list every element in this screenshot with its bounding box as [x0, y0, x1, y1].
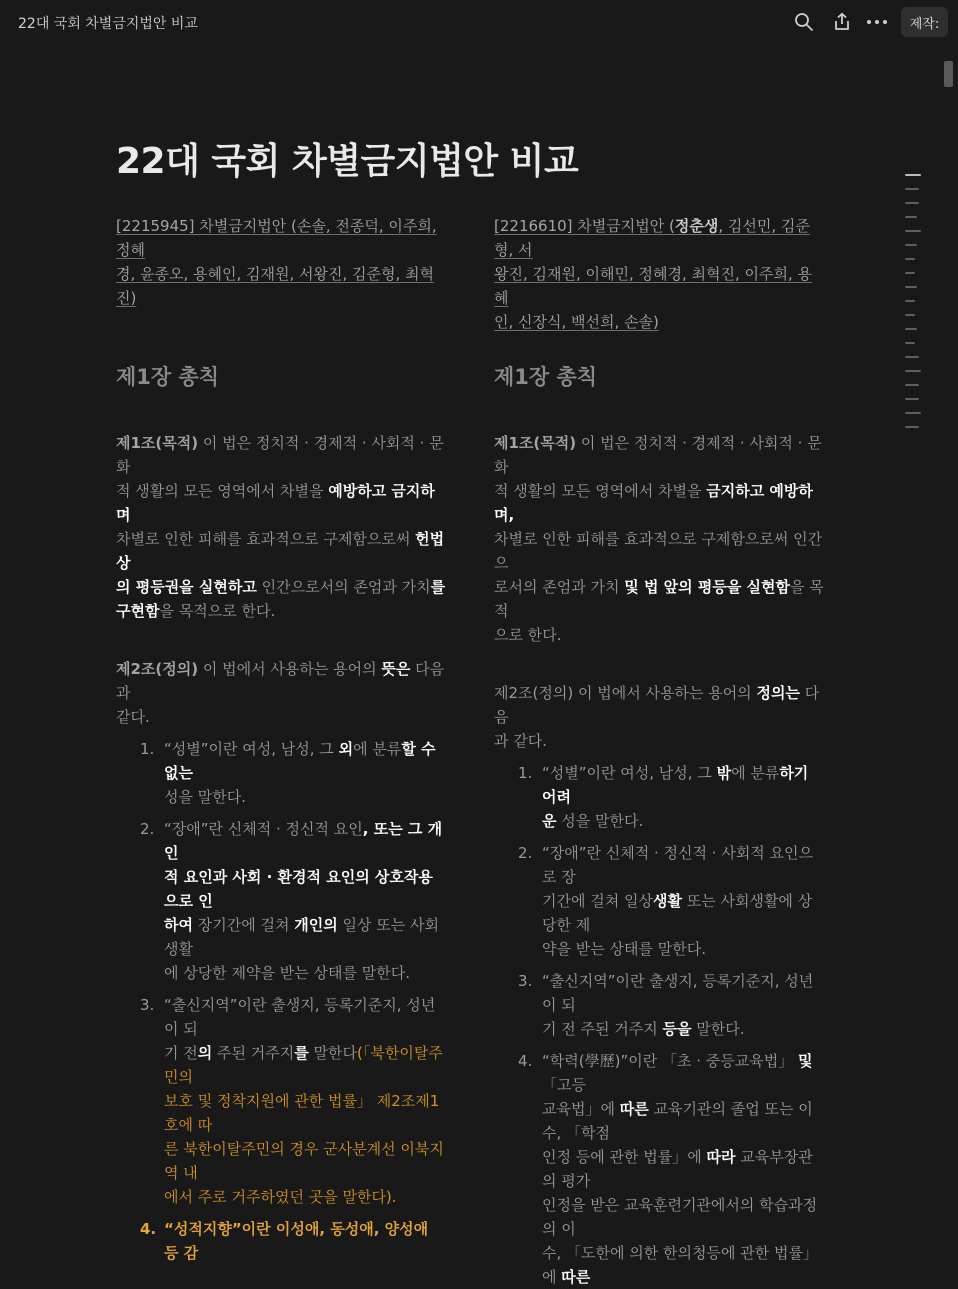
article-2: 제2조(정의) 이 법에서 사용하는 용어의 정의는 다음 과 같다.: [494, 684, 820, 750]
toc-line[interactable]: [905, 300, 915, 302]
list-item: 3. “출신지역”이란 출생지, 등록기준지, 성년이 되 기 전 주된 거주지 등을 말한다.: [518, 972, 814, 1038]
definition-list: [494, 761, 824, 1289]
chapter-heading: 제1장 총칙: [116, 365, 220, 389]
toc-line[interactable]: [905, 272, 915, 274]
more-icon[interactable]: [865, 10, 889, 34]
right-bill-column: [494, 214, 824, 1289]
toc-line[interactable]: [905, 230, 921, 232]
toc-line[interactable]: [905, 174, 921, 176]
article-1: 제1조(목적) 이 법은 정치적 · 경제적 · 사회적 · 문화 적 생활의 모든 영역에서 차별을 금지하고 예방하며, 차별로 인한 피해를 효과적으로 구제함으로써 인간으 로서의 존엄과 가치 및 법 앞의 평등을 실현함을 목적 으로 한다.: [494, 434, 824, 644]
toc-line[interactable]: [905, 370, 921, 372]
toc-line[interactable]: [905, 188, 919, 190]
bill-link[interactable]: [2215945] 차별금지법안 (손솔, 전종덕, 이주희, 정혜 경, 윤종오, 용혜인, 김재원, 서왕진, 김준형, 최혁진): [116, 217, 437, 307]
bill-link[interactable]: [2216610] 차별금지법안 (정춘생, 김선민, 김준형, 서 왕진, 김재원, 이해민, 정혜경, 최혁진, 이주희, 용혜 인, 신장식, 백선희, 손솔): [494, 217, 813, 331]
left-bill-column: [116, 214, 446, 1265]
toc-line[interactable]: [905, 356, 919, 358]
toc-line[interactable]: [905, 342, 915, 344]
article-1: 제1조(목적) 이 법은 정치적 · 경제적 · 사회적 · 문화 적 생활의 모든 영역에서 차별을 예방하고 금지하며 차별로 인한 피해를 효과적으로 구제함으로써 헌법상 의 평등권을 실현하고 인간으로서의 존엄과 가치를 구현함을 목적으로 한다.: [116, 434, 446, 620]
toc-line[interactable]: [905, 202, 919, 204]
list-item: 2. “장애”란 신체적 · 정신적 요인, 또는 그 개인 적 요인과 사회 · 환경적 요인의 상호작용으로 인 하여 장기간에 걸쳐 개인의 일상 또는 사회생활 에 상당한 제약을 받는 상태를 말한다.: [140, 820, 443, 982]
toc-line[interactable]: [905, 398, 919, 400]
list-item: 1. “성별”이란 여성, 남성, 그 외에 분류할 수 없는 성을 말한다.: [140, 740, 436, 806]
list-item: 1. “성별”이란 여성, 남성, 그 밖에 분류하기 어려 운 성을 말한다.: [518, 764, 809, 830]
toc-line[interactable]: [905, 244, 917, 246]
toc-line[interactable]: [905, 426, 919, 428]
document-breadcrumb-title[interactable]: 22대 국회 차별금지법안 비교: [18, 16, 198, 32]
toc-line[interactable]: [905, 286, 917, 288]
page-title: 22대 국회 차별금지법안 비교: [116, 141, 579, 182]
toc-line[interactable]: [905, 384, 919, 386]
toc-line[interactable]: [905, 258, 915, 260]
definition-list: [116, 737, 446, 1265]
toc-line[interactable]: [905, 314, 915, 316]
scrollbar-thumb[interactable]: [944, 61, 953, 87]
top-bar: [0, 0, 958, 45]
list-item: 4. “성적지향”이란 이성애, 동성애, 양성애 등 감: [140, 1220, 429, 1262]
publish-button[interactable]: 제작:: [901, 7, 948, 37]
list-item: 4. “학력(學歷)”이란 「초 · 중등교육법」 및 「고등 교육법」에 따른 교육기관의 졸업 또는 이수, 「학점 인정 등에 관한 법률」에 따라 교육부장관의 평가 인정을 받은 교육훈련기관에서의 학습과정의 이 수, 「도한에 의한 한의청등에 관한 법률」에 따른: [518, 1052, 818, 1286]
toc-line[interactable]: [905, 412, 921, 414]
toc-line[interactable]: [905, 216, 917, 218]
list-item: 3. “출신지역”이란 출생지, 등록기준지, 성년이 되 기 전의 주된 거주지를 말한다(「북한이탈주민의 보호 및 정착지원에 관한 법률」 제2조제1호에 따 른 북한이탈주민의 경우 군사분계선 이북지역 내 에서 주로 거주하였던 곳을 말한다).: [140, 996, 444, 1206]
chapter-heading: 제1장 총칙: [494, 365, 598, 389]
share-icon[interactable]: [830, 10, 854, 34]
search-icon[interactable]: [792, 10, 816, 34]
toc-line[interactable]: [905, 328, 917, 330]
table-of-contents-minimap[interactable]: [905, 174, 921, 440]
article-2: 제2조(정의) 이 법에서 사용하는 용어의 뜻은 다음과 같다.: [116, 660, 445, 726]
list-item: 2. “장애”란 신체적 · 정신적 · 사회적 요인으로 장 기간에 걸쳐 일상생활 또는 사회생활에 상당한 제 약을 받는 상태를 말한다.: [518, 844, 814, 958]
